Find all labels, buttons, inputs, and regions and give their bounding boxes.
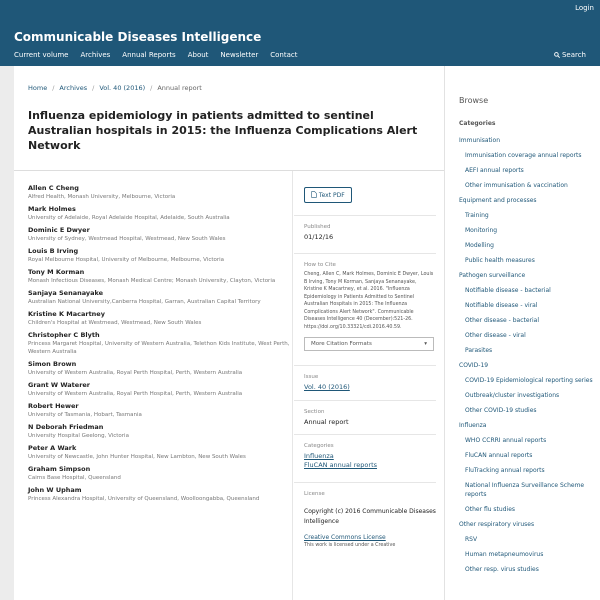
main-nav [14,51,298,59]
author-name: Kristine K Macartney [28,310,105,318]
author-affiliation: Cairns Base Hospital, Queensland [28,475,121,481]
author-item [28,360,290,377]
author-name: Mark Holmes [28,205,76,213]
divider [294,400,436,401]
sidebar-subcategory-link[interactable]: COVID-19 Epidemiological reporting series [465,377,593,384]
author-name: Tony M Korman [28,268,85,276]
categories-label: Categories [304,443,334,449]
nav-current-volume[interactable]: Current volume [14,51,69,59]
divider [294,215,436,216]
section-value: Annual report [304,418,349,426]
author-affiliation: University of Sydney, Westmead Hospital, Westmead, New South Wales [28,236,226,242]
divider [14,170,444,171]
author-name: Peter A Wark [28,444,77,452]
sidebar-category-link[interactable]: Influenza [459,422,487,429]
chevron-down-icon: ▾ [424,341,427,347]
category-link-flucan[interactable]: FluCAN annual reports [304,461,378,469]
sidebar-subcategory-link[interactable]: Parasites [465,347,493,354]
category-link-influenza[interactable]: Influenza [304,452,334,460]
divider [294,365,436,366]
cc-license-image-link[interactable]: Creative Commons License [304,534,386,541]
breadcrumb [28,84,202,92]
divider [294,253,436,254]
pdf-label: Text PDF [318,192,345,199]
license-label: License [304,491,325,497]
nav-contact[interactable]: Contact [270,51,298,59]
sidebar-subcategory-link[interactable]: Monitoring [465,227,498,234]
author-name: N Deborah Friedman [28,423,104,431]
sidebar-subcategory-link[interactable]: FluTracking annual reports [465,467,545,474]
author-item [28,381,290,398]
sidebar-category-link[interactable]: Other respiratory viruses [459,521,535,528]
author-item [28,268,290,285]
categories-heading: Categories [459,120,496,127]
sidebar-subcategory-link[interactable]: Modelling [465,242,494,249]
published-date: 01/12/16 [304,233,334,241]
file-icon [311,191,317,198]
site-header [0,0,600,66]
author-item [28,247,290,264]
sidebar-subcategory-link[interactable]: RSV [465,536,478,543]
login-link[interactable]: Login [575,4,594,12]
author-name: Graham Simpson [28,465,91,473]
sidebar-subcategory-link[interactable]: Other immunisation & vaccination [465,182,568,189]
author-item [28,205,290,222]
citation-text: Cheng, Allen C, Mark Holmes, Dominic E Dwyer, Louis B Irving, Tony M Korman, Sanjaya Senanayake, Kristine K Macartney, et al. 2016. "Influenza Epidemiology in Patients Admitted to Sentinel Australian Hospitals in 2015: The Influenza Complications Alert Network". Communicable Diseases Intelligence 40 (December):521-26. https://doi.org/10.33321/cdi.2016.40.59. [304,272,434,330]
author-affiliation: Princess Alexandra Hospital, University of Queensland, Woolloongabba, Queensland [28,496,260,502]
divider [294,482,436,483]
author-affiliation: University of Western Australia, Royal Perth Hospital, Perth, Western Australia [28,370,243,376]
search-icon [554,52,560,58]
article-main [14,66,444,600]
author-item [28,402,290,419]
citation-formats-dropdown[interactable] [304,337,434,351]
search-link[interactable] [554,51,586,59]
author-item [28,444,290,461]
author-name: Allen C Cheng [28,184,79,192]
author-item [28,331,290,356]
author-item [28,423,290,440]
author-affiliation: University of Tasmania, Hobart, Tasmania [28,412,142,418]
nav-about[interactable]: About [187,51,209,59]
sidebar-subcategory-link[interactable]: Training [465,212,489,219]
author-item [28,226,290,243]
author-name: Dominic E Dwyer [28,226,90,234]
breadcrumb-separator: / [92,84,95,92]
sidebar-category-link[interactable]: Pathogen surveillance [459,272,526,279]
author-affiliation: Alfred Health, Monash University, Melbourne, Victoria [28,194,176,200]
sidebar-subcategory-link[interactable]: Other disease - bacterial [465,317,540,324]
author-item [28,486,290,503]
author-affiliation: Australian National University,Canberra Hospital, Garran, Australian Capital Territory [28,299,261,305]
author-affiliation: Princess Margaret Hospital, University of Western Australia, Telethon Kids Institute, West Perth, Western Australia [28,341,290,355]
issue-label: Issue [304,374,319,380]
sidebar-subcategory-link[interactable]: Other COVID-19 studies [465,407,537,414]
sidebar [444,66,600,600]
published-label: Published [304,224,331,230]
author-affiliation: University of Newcastle, John Hunter Hospital, New Lambton, New South Wales [28,454,246,460]
author-name: Sanjaya Senanayake [28,289,104,297]
section-label: Section [304,409,325,415]
author-item [28,289,290,306]
issue-link[interactable]: Vol. 40 (2016) [304,383,350,391]
sidebar-subcategory-link[interactable]: Human metapneumovirus [465,551,544,558]
nav-newsletter[interactable]: Newsletter [220,51,259,59]
breadcrumb-home[interactable]: Home [28,84,48,92]
author-name: Christopher C Blyth [28,331,100,339]
author-item [28,465,290,482]
sidebar-subcategory-link[interactable]: Outbreak/cluster investigations [465,392,560,399]
column-divider [292,171,293,600]
sidebar-subcategory-link[interactable]: Notifiable disease - viral [465,302,538,309]
sidebar-subcategory-link[interactable]: Other flu studies [465,506,516,513]
sidebar-subcategory-link[interactable]: Other disease - viral [465,332,526,339]
breadcrumb-separator: / [52,84,55,92]
author-affiliation: University of Western Australia, Royal Perth Hospital, Perth, Western Australia [28,391,243,397]
citation-formats-label: More Citation Formats [311,341,372,347]
author-affiliation: Monash Infectious Diseases, Monash Medical Centre; Monash University, Clayton, Victoria [28,278,276,284]
sidebar-subcategory-link[interactable]: Notifiable disease - bacterial [465,287,551,294]
how-to-cite-label: How to Cite [304,262,336,268]
author-affiliation: Children's Hospital at Westmead, Westmead, New South Wales [28,320,202,326]
author-affiliation: Royal Melbourne Hospital, University of Melbourne, Melbourne, Victoria [28,257,225,263]
author-item [28,310,290,327]
author-name: Robert Hewer [28,402,79,410]
divider [294,434,436,435]
sidebar-subcategory-link[interactable]: Public health measures [465,257,535,264]
author-list [28,184,290,507]
license-text: Copyright (c) 2016 Communicable Diseases Intelligence [304,508,436,525]
nav-annual-reports[interactable]: Annual Reports [122,51,176,59]
sidebar-subcategory-link[interactable]: WHO CCRRI annual reports [465,437,547,444]
sidebar-subcategory-link[interactable]: AEFI annual reports [465,167,524,174]
article-title: Influenza epidemiology in patients admitted to sentinel Australian hospitals in 2015: the Influenza Complications Alert Network [28,109,418,152]
sidebar-subcategory-link[interactable]: National Influenza Surveillance Scheme reports [465,482,585,498]
breadcrumb-current: Annual report [157,84,202,92]
breadcrumb-archives[interactable]: Archives [59,84,88,92]
cc-license-text: This work is licensed under a Creative [304,543,396,548]
site-title[interactable]: Communicable Diseases Intelligence [14,30,262,44]
author-name: Grant W Waterer [28,381,91,389]
author-name: Louis B Irving [28,247,79,255]
sidebar-category-link[interactable]: Immunisation [459,137,501,144]
author-name: Simon Brown [28,360,77,368]
author-affiliation: University Hospital Geelong, Victoria [28,433,129,439]
category-list [459,136,599,580]
browse-heading: Browse [459,96,489,105]
breadcrumb-volume[interactable]: Vol. 40 (2016) [99,84,146,92]
author-affiliation: University of Adelaide, Royal Adelaide Hospital, Adelaide, South Australia [28,215,230,221]
sidebar-subcategory-link[interactable]: Other resp. virus studies [465,566,539,573]
pdf-download-button[interactable] [304,187,352,203]
sidebar-subcategory-link[interactable]: Immunisation coverage annual reports [465,152,582,159]
article-details [304,182,436,550]
search-label: Search [561,51,586,59]
breadcrumb-separator: / [150,84,153,92]
author-item [28,184,290,201]
nav-archives[interactable]: Archives [80,51,111,59]
sidebar-subcategory-link[interactable]: FluCAN annual reports [465,452,533,459]
sidebar-category-link[interactable]: Equipment and processes [459,197,537,204]
author-name: John W Upham [28,486,82,494]
sidebar-category-link[interactable]: COVID-19 [459,362,489,369]
